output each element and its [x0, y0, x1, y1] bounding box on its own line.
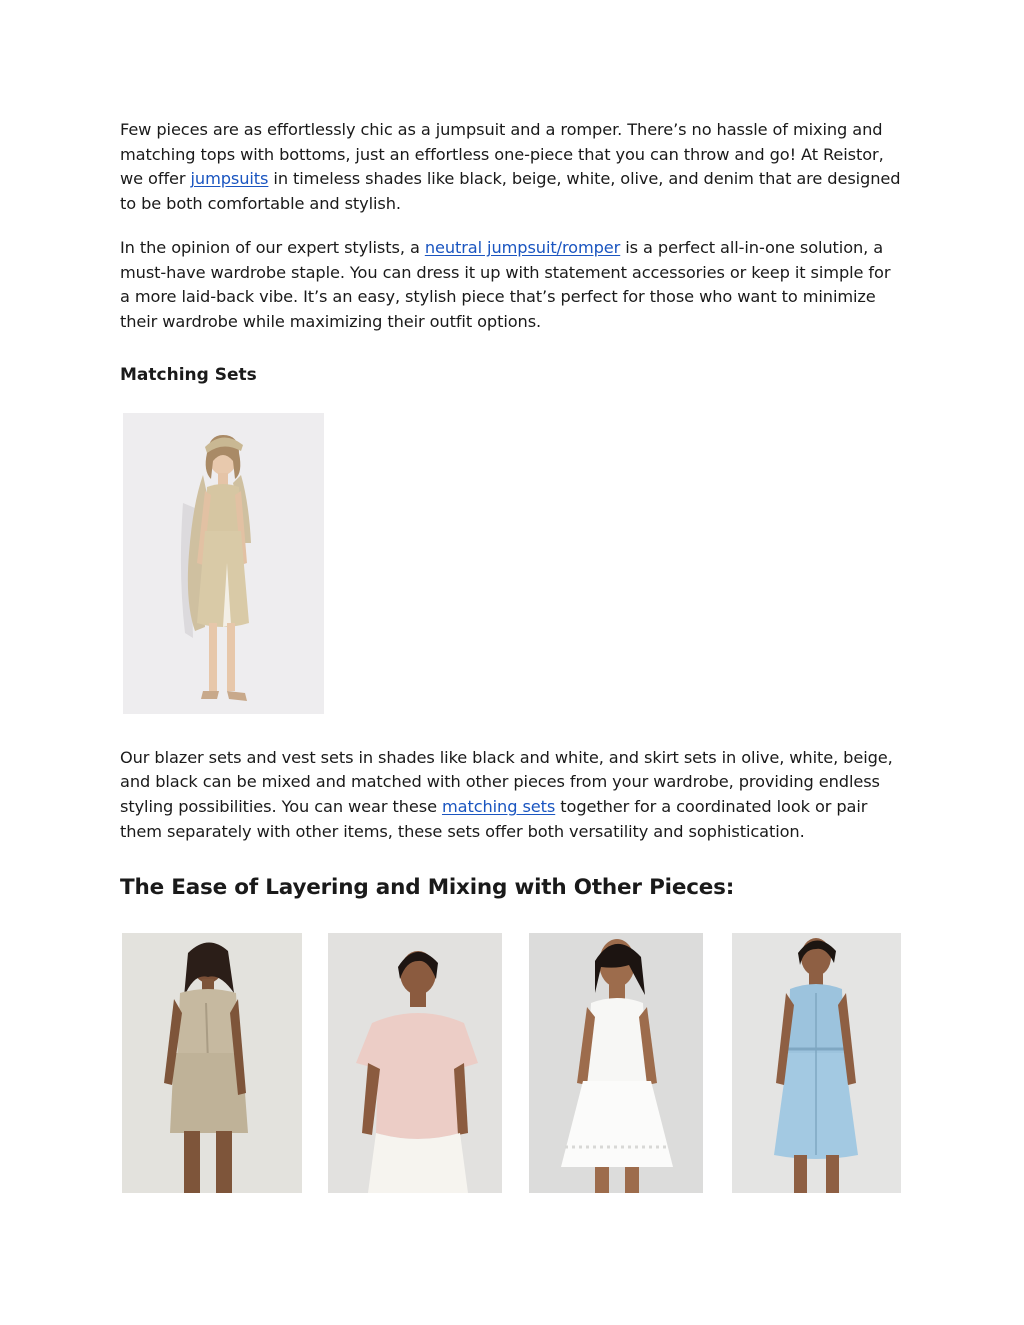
- beige-skirt-set-image: [123, 413, 324, 714]
- matching-sets-link[interactable]: matching sets: [441, 797, 556, 817]
- white-tank-skirt-image: [529, 933, 703, 1193]
- jumpsuits-link[interactable]: jumpsuits: [190, 169, 269, 189]
- section-heading: The Ease of Layering and Mixing with Other Pieces:: [120, 875, 735, 901]
- section-subheading: Matching Sets: [120, 364, 257, 385]
- stylist-paragraph: In the opinion of our expert stylists, a neutral jumpsuit/romper is a perfect all-in-one solution, a must-have wardrobe staple. You can dress it up with statement accessories or keep it simple for a more laid-back vibe. It’s an easy, stylish piece that’s perfect for those who want to minimize their wardrobe while maximizing their outfit options.: [120, 237, 891, 331]
- beige-romper-image: [122, 933, 302, 1193]
- product-gallery: [0, 933, 1024, 1193]
- pink-top-image: [328, 933, 502, 1193]
- chambray-dress-image: [732, 933, 901, 1193]
- intro-paragraph: Few pieces are as effortlessly chic as a jumpsuit and a romper. There’s no hassle of mixing and matching tops with bottoms, just an effortless one-piece that you can throw and go! At Reistor, we offer jumpsuits in timeless shades like black, beige, white, olive, and denim that are designed to be both comfortable and stylish.: [120, 120, 901, 214]
- matching-sets-paragraph: Our blazer sets and vest sets in shades like black and white, and skirt sets in olive, white, beige, and black can be mixed and matched with other pieces from your wardrobe, providing endless styling possibilities. You can wear these matching sets together for a coordinated look or pair them separately with other items, these sets offer both versatility and sophistication.: [120, 747, 893, 841]
- neutral-jumpsuit-link[interactable]: neutral jumpsuit/romper: [424, 237, 621, 257]
- article-body: [120, 118, 905, 903]
